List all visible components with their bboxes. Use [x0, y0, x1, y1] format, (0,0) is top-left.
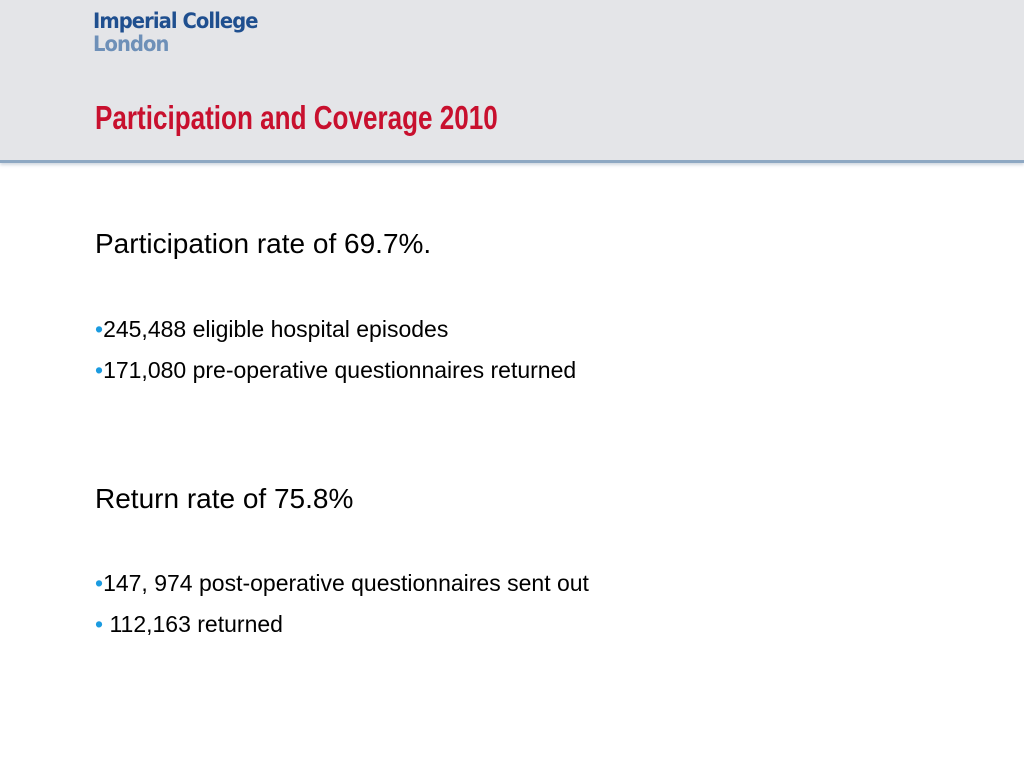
return-rate-heading: Return rate of 75.8% [95, 483, 354, 514]
imperial-college-logo [93, 11, 270, 55]
bullet-text: 147, 974 post-operative questionnaires sent out [103, 570, 589, 596]
bullet-item [95, 316, 448, 343]
logo-line-imperial-college: Imperial College [93, 9, 258, 33]
bullet-item [95, 570, 589, 597]
bullet-marker: • [95, 357, 104, 383]
slide-header [0, 0, 1024, 163]
bullet-item [95, 357, 576, 384]
participation-rate-heading: Participation rate of 69.7%. [95, 228, 432, 259]
bullet-item [95, 611, 283, 638]
bullet-text: 245,488 eligible hospital episodes [103, 316, 449, 342]
bullet-marker: • [95, 316, 104, 342]
bullet-text: 112,163 returned [103, 611, 283, 637]
bullet-text: 171,080 pre-operative questionnaires returned [103, 357, 577, 383]
bullet-marker: • [95, 570, 104, 596]
slide-title: Participation and Coverage 2010 [95, 99, 498, 136]
logo-line-london: London [93, 32, 169, 56]
bullet-marker: • [95, 611, 104, 637]
